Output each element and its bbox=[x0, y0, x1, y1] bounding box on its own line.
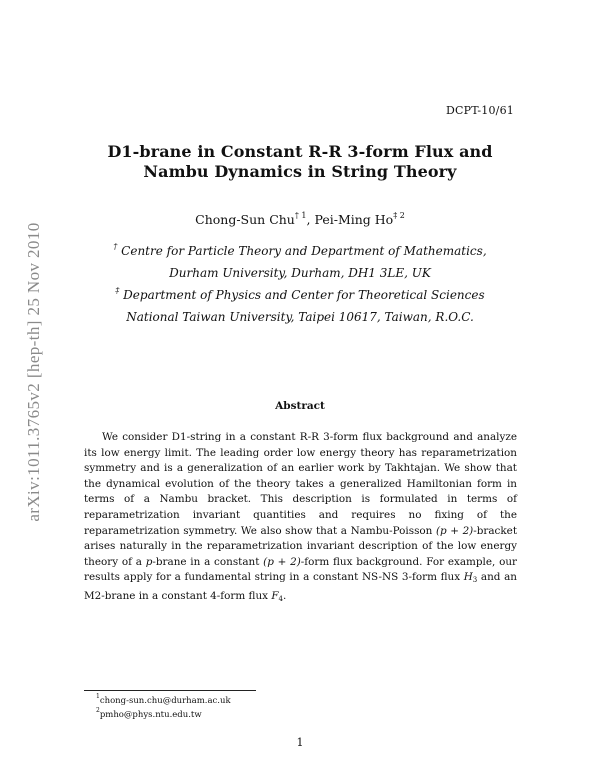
math-expression: F bbox=[271, 589, 279, 602]
author-separator: , bbox=[306, 212, 311, 227]
affiliation-mark: † bbox=[113, 242, 118, 251]
footnote-list bbox=[96, 694, 231, 722]
math-expression: (p + 2) bbox=[263, 555, 301, 568]
abstract-heading: Abstract bbox=[275, 400, 325, 412]
abstract-text: -bracket arises naturally in the reparametrization invariant description of the low energy theory of a bbox=[84, 524, 517, 568]
footnote-divider bbox=[84, 690, 256, 691]
abstract-body bbox=[84, 430, 517, 608]
author-marks: ‡ 2 bbox=[393, 210, 405, 220]
affiliation-text: Centre for Particle Theory and Department of Mathematics, bbox=[121, 244, 487, 258]
author-name: Pei-Ming Ho bbox=[314, 212, 394, 227]
abstract-text: and an M2-brane in a constant 4-form flux bbox=[84, 571, 517, 602]
footnote-email: chong-sun.chu@durham.ac.uk bbox=[99, 696, 231, 706]
affiliation-list bbox=[80, 240, 520, 328]
report-number: DCPT-10/61 bbox=[446, 104, 514, 117]
author-list bbox=[90, 212, 510, 227]
math-subscript: 4 bbox=[278, 594, 283, 603]
affiliation-text: Department of Physics and Center for Theoretical Sciences bbox=[123, 288, 485, 302]
abstract-text: -form flux background. For example, our results apply for a fundamental string in a constant NS-NS 3-form flux bbox=[84, 555, 517, 584]
affiliation-line: Durham University, Durham, DH1 3LE, UK bbox=[169, 266, 431, 280]
math-expression: (p + 2) bbox=[435, 524, 474, 537]
footnote-mark: 2 bbox=[96, 707, 100, 715]
arxiv-stamp: arXiv:1011.3765v2 [hep-th] 25 Nov 2010 bbox=[24, 222, 43, 522]
math-expression: p bbox=[145, 555, 153, 568]
author-name: Chong-Sun Chu bbox=[195, 212, 295, 227]
math-subscript: 3 bbox=[472, 576, 478, 585]
affiliation-line: National Taiwan University, Taipei 10617, Taiwan, R.O.C. bbox=[126, 310, 474, 324]
math-expression: H bbox=[463, 571, 473, 584]
title-line-2: Nambu Dynamics in String Theory bbox=[143, 162, 457, 181]
title-line-1: D1-brane in Constant R-R 3-form Flux and bbox=[107, 142, 493, 161]
abstract-text: -brane in a constant bbox=[152, 555, 264, 568]
affiliation-mark: ‡ bbox=[115, 286, 120, 295]
affiliation-line bbox=[80, 284, 520, 306]
footnote-mark: 1 bbox=[96, 693, 100, 701]
author-marks: † 1 bbox=[294, 210, 307, 220]
footnote bbox=[96, 694, 231, 708]
affiliation-line bbox=[80, 240, 520, 262]
footnote bbox=[96, 708, 231, 722]
page-number: 1 bbox=[296, 736, 304, 749]
abstract-text: . bbox=[283, 589, 287, 602]
abstract-text: We consider D1-string in a constant R-R 3-form flux background and analyze its low energy limit. The leading order low energy theory has reparametrization symmetry and is a generalization of an earlier work by Takhtajan. We show that the dynamical evolution of the theory takes a generalized Hamiltonian form in terms of a Nambu bracket. This description is formulated in terms of reparametrization invariant quantities and requires no fixing of the reparametrization symmetry. We also show that a Nambu-Poisson bbox=[84, 431, 517, 537]
paper-title bbox=[90, 142, 510, 182]
footnote-email: pmho@phys.ntu.edu.tw bbox=[99, 710, 202, 720]
